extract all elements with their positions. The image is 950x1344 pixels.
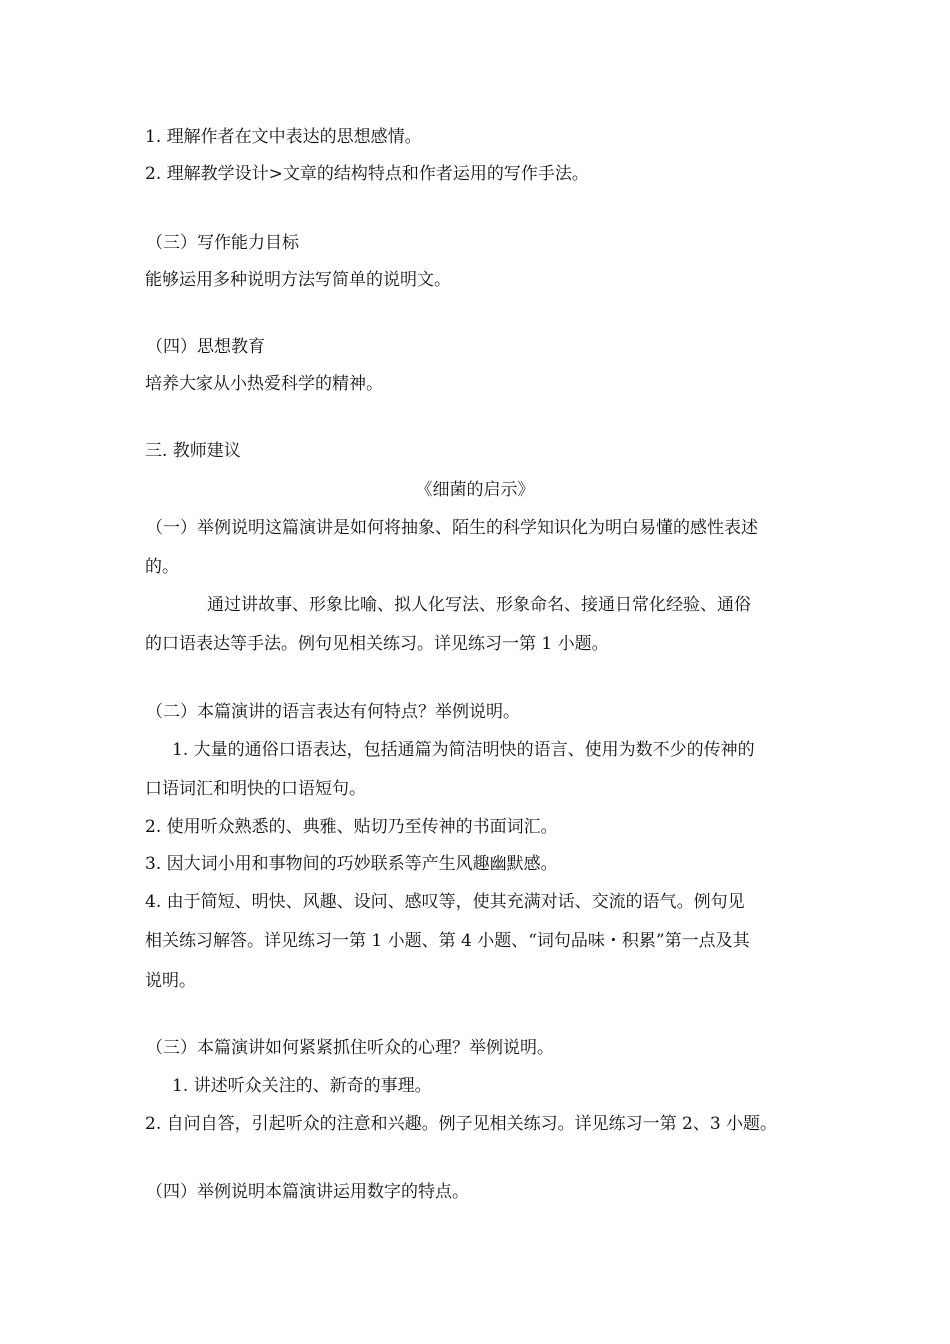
answer-2-item-4-line-3: 说明。 xyxy=(145,971,196,991)
question-4-heading: （四）举例说明本篇演讲运用数字的特点。 xyxy=(146,1182,469,1202)
question-1-line-1: （一）举例说明这篇演讲是如何将抽象、陌生的科学知识化为明白易懂的感性表述 xyxy=(146,518,758,538)
objective-line-2: 2. 理解教学设计>文章的结构特点和作者运用的写作手法。 xyxy=(145,164,589,184)
lesson-title: 《细菌的启示》 xyxy=(415,480,535,500)
question-1-line-2: 的。 xyxy=(145,557,179,577)
answer-3-item-1: 1. 讲述听众关注的、新奇的事理。 xyxy=(172,1076,432,1096)
ideology-goal-text: 培养大家从小热爱科学的精神。 xyxy=(145,374,383,394)
section-heading-ideology: （四）思想教育 xyxy=(146,337,265,357)
answer-1-line-1: 通过讲故事、形象比喻、拟人化写法、形象命名、接通日常化经验、通俗 xyxy=(207,595,751,615)
answer-2-item-3: 3. 因大词小用和事物间的巧妙联系等产生风趣幽默感。 xyxy=(145,854,558,874)
answer-2-item-2: 2. 使用听众熟悉的、典雅、贴切乃至传神的书面词汇。 xyxy=(145,817,558,837)
objective-line-1: 1. 理解作者在文中表达的思想感情。 xyxy=(145,127,422,147)
section-heading-teacher-advice: 三. 教师建议 xyxy=(145,441,241,461)
answer-1-line-2: 的口语表达等手法。例句见相关练习。详见练习一第 1 小题。 xyxy=(145,634,609,654)
question-3-heading: （三）本篇演讲如何紧紧抓住听众的心理？举例说明。 xyxy=(146,1038,554,1058)
section-heading-writing: （三）写作能力目标 xyxy=(146,233,299,253)
answer-2-item-1-line-1: 1. 大量的通俗口语表达，包括通篇为简洁明快的语言、使用为数不少的传神的 xyxy=(172,740,755,760)
question-2-heading: （二）本篇演讲的语言表达有何特点？举例说明。 xyxy=(146,702,520,722)
writing-goal-text: 能够运用多种说明方法写简单的说明文。 xyxy=(145,270,451,290)
answer-2-item-1-line-2: 口语词汇和明快的口语短句。 xyxy=(145,779,366,799)
answer-2-item-4-line-2: 相关练习解答。详见练习一第 1 小题、第 4 小题、“词句品味・积累”第一点及其 xyxy=(145,931,750,951)
answer-3-item-2: 2. 自问自答，引起听众的注意和兴趣。例子见相关练习。详见练习一第 2、3 小题。 xyxy=(145,1114,778,1134)
answer-2-item-4-line-1: 4. 由于简短、明快、风趣、设问、感叹等，使其充满对话、交流的语气。例句见 xyxy=(145,892,745,912)
